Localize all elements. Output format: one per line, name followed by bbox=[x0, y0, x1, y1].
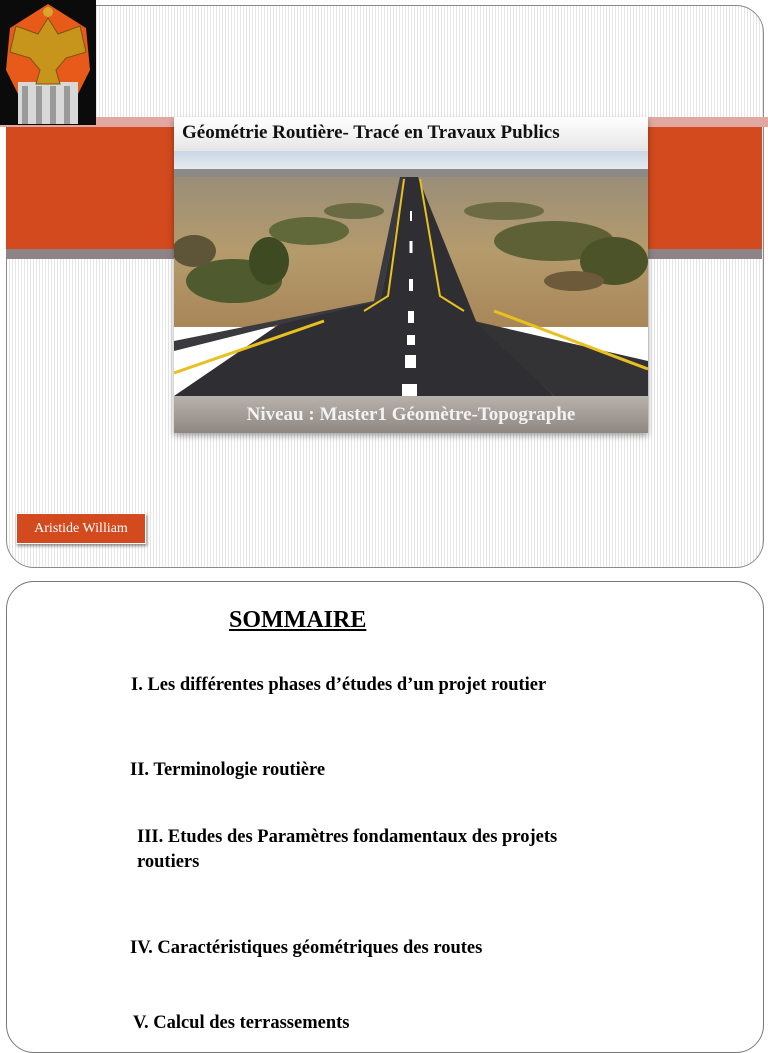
toc-item: I. Les différentes phases d’études d’un projet routier bbox=[131, 675, 547, 695]
level-label: Niveau : Master1 Géomètre-Topographe bbox=[246, 404, 576, 425]
eagle-emblem-icon bbox=[0, 0, 96, 125]
author-label: Aristide William bbox=[16, 513, 146, 544]
level-bar bbox=[174, 396, 648, 433]
slide-title: Géométrie Routière- Tracé en Travaux Publics bbox=[182, 122, 560, 143]
straight-road-savanna-photo bbox=[174, 151, 648, 396]
summary-heading: SOMMAIRE bbox=[229, 607, 367, 633]
toc-item: V. Calcul des terrassements bbox=[133, 1013, 350, 1033]
summary-slide bbox=[6, 581, 764, 1053]
title-card bbox=[174, 117, 648, 433]
toc-item: II. Terminologie routière bbox=[130, 760, 326, 780]
toc-item: IV. Caractéristiques géométriques des routes bbox=[130, 938, 483, 958]
toc-item: III. Etudes des Paramètres fondamentaux des projets routiers bbox=[137, 827, 558, 872]
title-bar bbox=[174, 117, 648, 151]
